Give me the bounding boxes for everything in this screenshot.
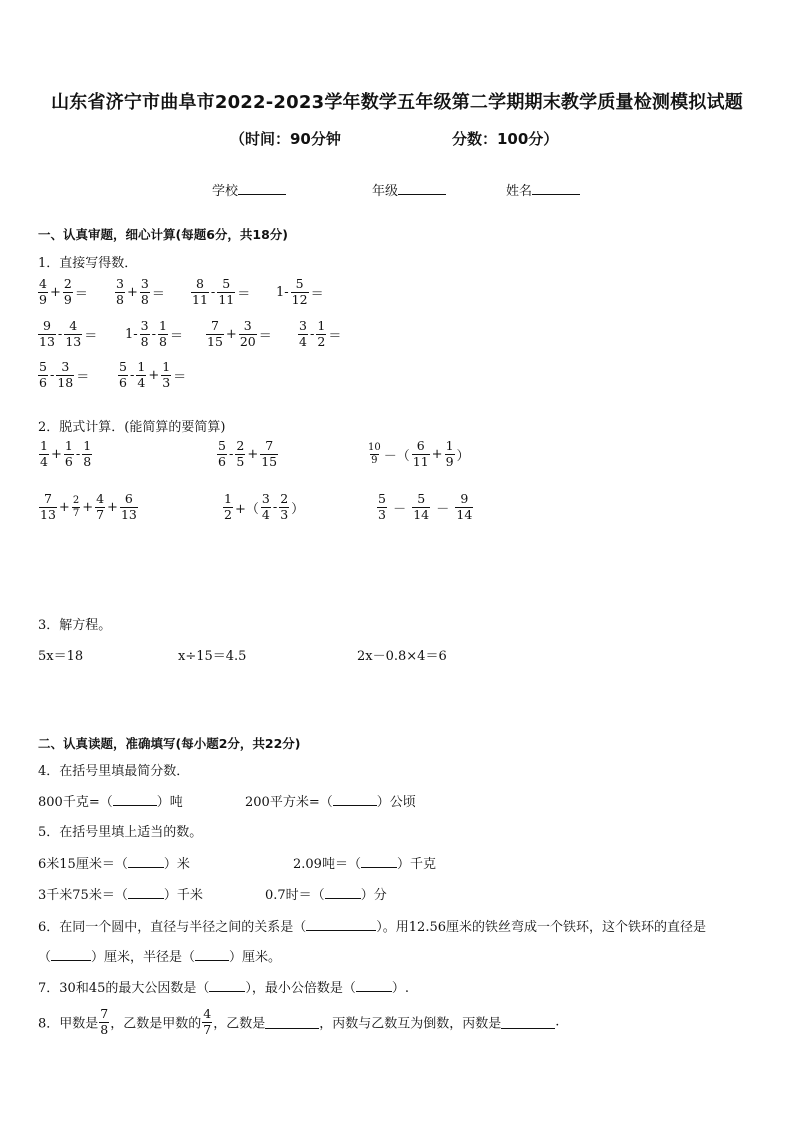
question-8: 8．甲数是 $\frac{7}{8}$ ，乙数是甲数的 $\frac{4}{7}$ ，乙数是 ，丙数与乙数互为倒数，丙数是 . <box>38 1006 560 1037</box>
name-field: 姓名 <box>506 180 580 199</box>
q1-item-8: $\frac{3}{4}$ - $\frac{1}{2}$ ＝ <box>299 318 342 349</box>
q1-item-3: $\frac{8}{11}$ - $\frac{5}{11}$ ＝ <box>192 276 251 307</box>
question-6: 6．在同一个圆中，直径与半径之间的关系是（ ）。用12.56厘米的铁丝弯成一个铁环，这个铁环的直径是 <box>38 920 706 935</box>
section-2-heading: 二、认真读题，准确填写(每小题2分，共22分) <box>38 736 301 751</box>
question-5: 5．在括号里填上适当的数。 <box>38 825 203 840</box>
q4-item-1: 800千克=（ ）吨 <box>38 795 183 810</box>
question-1: 1．直接写得数． <box>38 256 138 271</box>
q2-item-2: $\frac{5}{6}$ - $\frac{2}{5}$ + $\frac{7}{15}$ <box>218 438 278 469</box>
section-1-heading: 一、认真审题，细心计算(每题6分，共18分) <box>38 227 289 242</box>
q1-item-1: $\frac{4}{9}$ + $\frac{2}{9}$ ＝ <box>39 276 88 307</box>
q5-item-1: 6米15厘米＝（ ）米 <box>38 857 190 872</box>
q2-item-6: $\frac{5}{3}$ － $\frac{5}{14}$ － $\frac{9}{14}$ <box>378 491 473 522</box>
q5-item-3: 3千米75米＝（ ）千米 <box>38 888 203 903</box>
q5-item-2: 2.09吨＝（ ）千克 <box>293 857 436 872</box>
q1-item-6: 1- $\frac{3}{8}$ - $\frac{1}{8}$ ＝ <box>125 318 183 349</box>
question-3: 3．解方程。 <box>38 618 112 633</box>
q3-equation-2: x÷15＝4.5 <box>178 649 247 664</box>
question-2: 2．脱式计算．(能简算的要简算) <box>38 420 226 435</box>
q2-item-1: $\frac{1}{4}$ + $\frac{1}{6}$ - $\frac{1}{8}$ <box>40 438 92 469</box>
page-title: 山东省济宁市曲阜市2022-2023学年数学五年级第二学期期末教学质量检测模拟试题 <box>51 92 743 113</box>
q1-item-7: $\frac{7}{15}$ + $\frac{3}{20}$ ＝ <box>207 318 272 349</box>
q1-item-2: $\frac{3}{8}$ + $\frac{3}{8}$ ＝ <box>116 276 165 307</box>
q2-item-4: $\frac{7}{13}$ + $\frac{2}{7}$ + $\frac{4}{7}$ + $\frac{6}{13}$ <box>40 491 137 522</box>
q3-equation-1: 5x＝18 <box>38 649 84 664</box>
q5-item-4: 0.7时＝（ ）分 <box>265 888 387 903</box>
q2-item-5: $\frac{1}{2}$ +（ $\frac{3}{4}$ - $\frac{2}{3}$ ） <box>224 491 305 522</box>
score-label: 分数：100分） <box>452 130 559 148</box>
q1-item-9: $\frac{5}{6}$ - $\frac{3}{18}$ ＝ <box>39 359 90 390</box>
q3-equation-3: 2x－0.8×4＝6 <box>357 649 447 664</box>
question-6-line-2: （ ）厘米，半径是（ ）厘米。 <box>38 950 282 965</box>
q1-item-5: $\frac{9}{13}$ - $\frac{4}{13}$ ＝ <box>39 318 98 349</box>
question-7: 7．30和45的最大公因数是（ ），最小公倍数是（ ）. <box>38 981 410 996</box>
school-field: 学校 <box>212 180 286 199</box>
question-4: 4．在括号里填最简分数． <box>38 764 190 779</box>
q2-item-3: $\frac{10}{9}$ －（ $\frac{6}{11}$ + $\frac{1}{9}$ ） <box>368 438 470 469</box>
q1-item-4: 1- $\frac{5}{12}$ ＝ <box>276 276 324 307</box>
time-label: （时间：90分钟 <box>230 130 341 148</box>
q1-item-10: $\frac{5}{6}$ - $\frac{1}{4}$ + $\frac{1}{3}$ ＝ <box>119 359 187 390</box>
grade-field: 年级 <box>372 180 446 199</box>
q4-item-2: 200平方米=（ ）公顷 <box>245 795 416 810</box>
